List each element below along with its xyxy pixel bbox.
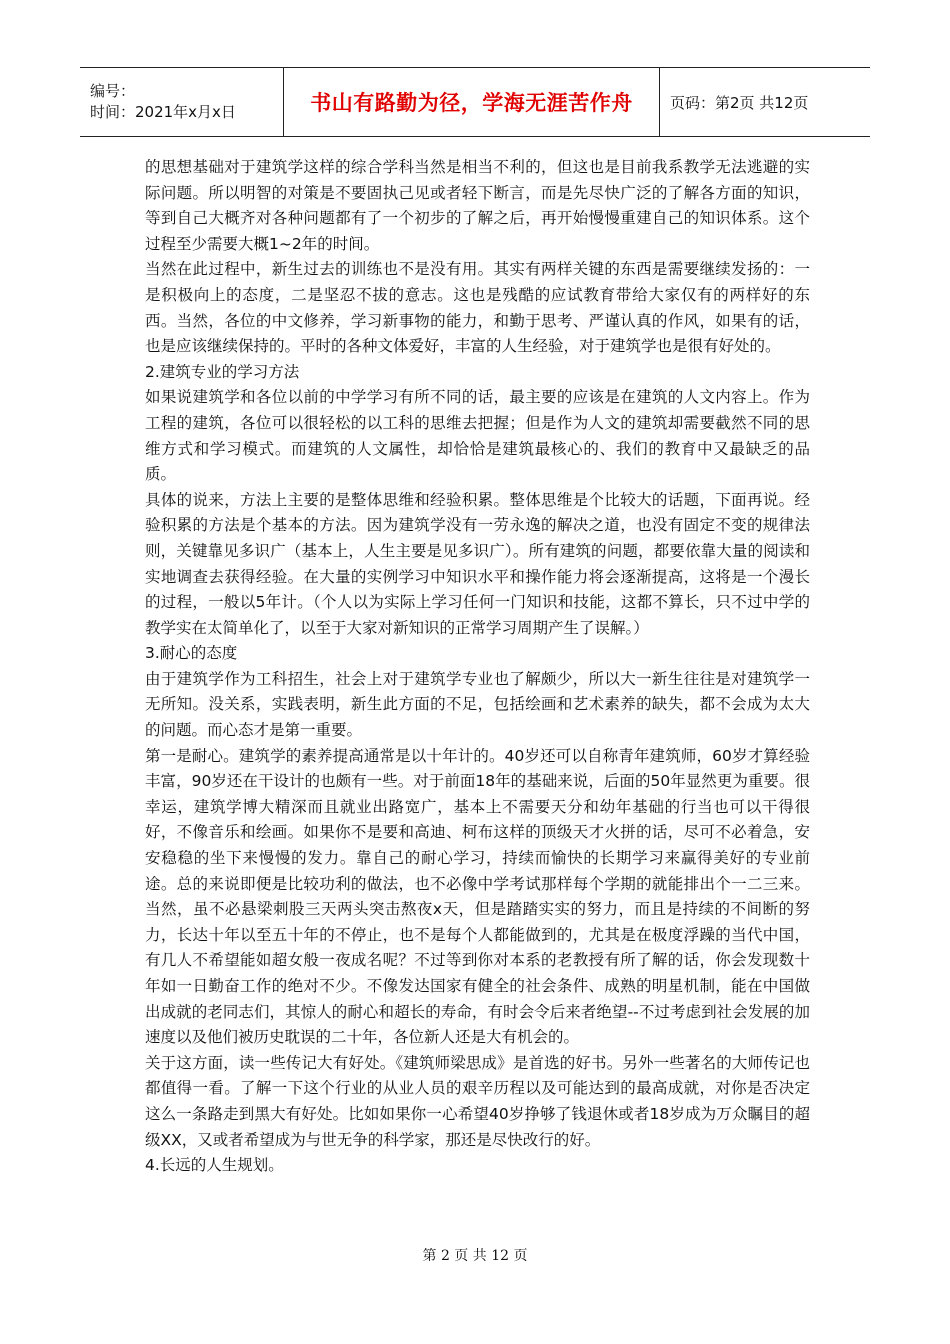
paragraph: 由于建筑学作为工科招生，社会上对于建筑学专业也了解颇少，所以大一新生往往是对建筑学一无所知。没关系，实践表明，新生此方面的不足，包括绘画和艺术素养的缺失，都不会成为太大的问题。而心态才是第一重要。 (145, 669, 810, 740)
motto-text: 书山有路勤为径，学海无涯苦作舟 (310, 91, 633, 115)
header-page-cell (660, 68, 870, 136)
document-body (145, 155, 810, 1179)
paragraph: 当然在此过程中，新生过去的训练也不是没有用。其实有两样关键的东西是需要继续发扬的：一是积极向上的态度，二是坚忍不拔的意志。这也是残酷的应试教育带给大家仅有的两样好的东西。当然，各位的中文修养，学习新事物的能力，和勤于思考、严谨认真的作风，如果有的话，也是应该继续保持的。平时的各种文体爱好，丰富的人生经验，对于建筑学也是很有好处的。 (145, 260, 810, 356)
paragraph: 如果说建筑学和各位以前的中学学习有所不同的话，最主要的应该是在建筑的人文内容上。作为工程的建筑，各位可以很轻松的以工科的思维去把握；但是作为人文的建筑却需要截然不同的思维方式和学习模式。而建筑的人文属性，却恰恰是建筑最核心的、我们的教育中又最缺乏的品质。 (145, 388, 810, 484)
section-heading: 4.长远的人生规划。 (145, 1156, 284, 1175)
paragraph: 具体的说来，方法上主要的是整体思维和经验积累。整体思维是个比较大的话题，下面再说。经验积累的方法是个基本的方法。因为建筑学没有一劳永逸的解决之道，也没有固定不变的规律法则，关键靠见多识广（基本上，人生主要是见多识广）。所有建筑的问题，都要依靠大量的阅读和实地调查去获得经验。在大量的实例学习中知识水平和操作能力将会逐渐提高，这将是一个漫长的过程，一般以5年计。（个人以为实际上学习任何一门知识和技能，这都不算长，只不过中学的教学实在太简单化了，以至于大家对新知识的正常学习周期产生了误解。） (145, 490, 810, 637)
section-heading: 2.建筑专业的学习方法 (145, 362, 300, 381)
paragraph: 关于这方面，读一些传记大有好处。《建筑师梁思成》是首选的好书。另外一些著名的大师传记也都值得一看。了解一下这个行业的从业人员的艰辛历程以及可能达到的最高成就，对你是否决定这么一条路走到黑大有好处。比如如果你一心希望40岁挣够了钱退休或者18岁成为万众瞩目的超级XX，又或者希望成为与世无争的科学家，那还是尽快改行的好。 (145, 1053, 810, 1149)
page-info: 页码：第2页 共12页 (670, 93, 809, 112)
paragraph: 的思想基础对于建筑学这样的综合学科当然是相当不利的，但这也是目前我系教学无法逃避的实际问题。所以明智的对策是不要固执己见或者轻下断言，而是先尽快广泛的了解各方面的知识，等到自己大概齐对各种问题都有了一个初步的了解之后，再开始慢慢重建自己的知识体系。这个过程至少需要大概1~2年的时间。 (145, 158, 810, 253)
page-footer: 第 2 页 共 12 页 (422, 1248, 528, 1264)
header-table (80, 67, 870, 137)
section-heading: 3.耐心的态度 (145, 644, 238, 663)
paragraph: 第一是耐心。建筑学的素养提高通常是以十年计的。40岁还可以自称青年建筑师，60岁才算经验丰富，90岁还在干设计的也颇有一些。对于前面18年的基础来说，后面的50年显然更为重要。很幸运，建筑学博大精深而且就业出路宽广，基本上不需要天分和幼年基础的行当也可以干得很好，不像音乐和绘画。如果你不是要和高迪、柯布这样的顶级天才火拼的话，尽可不必着急，安安稳稳的坐下来慢慢的发力。靠自己的耐心学习，持续而愉快的长期学习来赢得美好的专业前途。总的来说即便是比较功利的做法，也不必像中学考试那样每个学期的就能排出个一二三来。当然，虽不必悬梁刺股三天两头突击熬夜x天，但是踏踏实实的努力，而且是持续的不间断的努力，长达十年以至五十年的不停止，也不是每个人都能做到的，尤其是在极度浮躁的当代中国，有几人不希望能如超女般一夜成名呢？不过等到你对本系的老教授有所了解的话，你会发现数十年如一日勤奋工作的绝对不少。不像发达国家有健全的社会条件、成熟的明星机制，能在中国做出成就的老同志们，其惊人的耐心和超长的寿命，有时会令后来者绝望--不过考虑到社会发展的加速度以及他们被历史耽误的二十年，各位新人还是大有机会的。 (145, 746, 810, 1047)
header-motto-cell (284, 68, 660, 136)
document-number: 编号： (90, 82, 136, 100)
document-time: 时间：2021年x月x日 (90, 103, 236, 121)
header-left-cell (80, 68, 284, 136)
